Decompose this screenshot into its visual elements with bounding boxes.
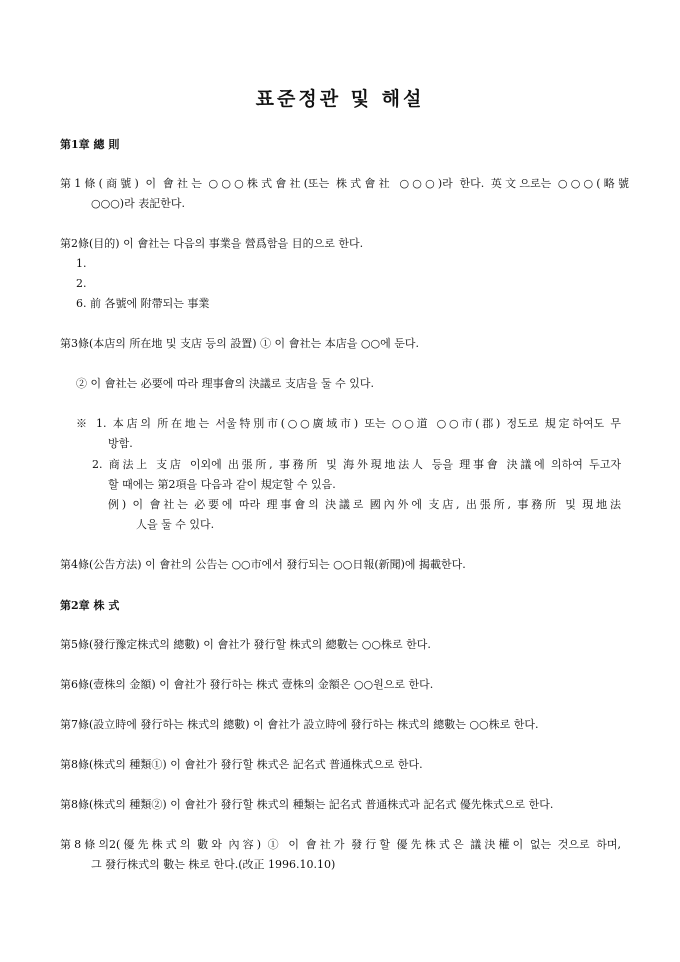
article-6: 第6條(壹株의 金額) 이 會社가 發行하는 株式 壹株의 金額은 ○○원으로 한다. [60, 678, 434, 691]
article-2-line-1: 第2條(目的) 이 會社는 다음의 事業을 營爲함을 目的으로 한다. [60, 237, 364, 250]
article-8-2-line-2: 그 發行株式의 數는 株로 한다.(改正 1996.10.10) [91, 858, 336, 871]
note-line-2: 방함. [108, 437, 133, 450]
article-4: 第4條(公告方法) 이 會社의 公告는 ○○市에서 發行되는 ○○日報(新聞)에 揭載한다. [60, 558, 466, 571]
chapter-1-heading: 第1章 總 則 [60, 138, 120, 151]
article-3-line-2: ② 이 會社는 必要에 따라 理事會의 決議로 支店을 둘 수 있다. [76, 377, 374, 390]
article-2-item-1: 1. [76, 257, 87, 270]
article-2-item-2: 2. [76, 277, 87, 290]
article-2-item-6: 6. 前 各號에 附帶되는 事業 [76, 297, 210, 310]
note-line-5: 例) 이 會社는 必要에 따라 理事會의 決議로 國內外에 支店, 出張所, 事務所 및 現地法 [108, 498, 621, 511]
article-8-2-line-1: 第8條의2(優先株式의 數와 內容) ① 이 會社가 發行할 優先株式은 議決權이 없는 것으로 하며, [60, 838, 621, 851]
article-1-line-1: 第1條(商號) 이 會社는 ○○○株式會社(또는 株式會社 ○○○)라 한다. 英文으로는 ○○○(略號 [60, 177, 629, 190]
article-7: 第7條(設立時에 發行하는 株式의 總數) 이 會社가 設立時에 發行하는 株式의 總數는 ○○株로 한다. [60, 718, 539, 731]
article-5: 第5條(發行豫定株式의 總數) 이 會社가 發行할 株式의 總數는 ○○株로 한다. [60, 638, 431, 651]
article-1-line-2: ○○○)라 表記한다. [91, 197, 185, 210]
note-line-4: 할 때에는 第2項을 다음과 같이 規定할 수 있음. [108, 478, 336, 491]
article-8-option-2: 第8條(株式의 種類②) 이 會社가 發行할 株式의 種類는 記名式 普通株式과 記名式 優先株式으로 한다. [60, 798, 554, 811]
document-title: 표준정관 및 해설 [255, 88, 425, 110]
note-line-6: 人을 둘 수 있다. [136, 518, 215, 531]
note-line-3: 2. 商法上 支店 이외에 出張所, 事務所 및 海外現地法人 등을 理事會 決議에 의하여 두고자 [92, 458, 621, 471]
article-8-option-1: 第8條(株式의 種類①) 이 會社가 發行할 株式은 記名式 普通株式으로 한다. [60, 758, 423, 771]
article-3-line-1: 第3條(本店의 所在地 및 支店 등의 設置) ① 이 會社는 本店을 ○○에 둔다. [60, 337, 419, 350]
note-line-1: ※ 1. 本店의 所在地는 서울特別市(○○廣域市) 또는 ○○道 ○○市(郡) 정도로 規定하여도 무 [76, 417, 621, 430]
chapter-2-heading: 第2章 株 式 [60, 599, 120, 612]
